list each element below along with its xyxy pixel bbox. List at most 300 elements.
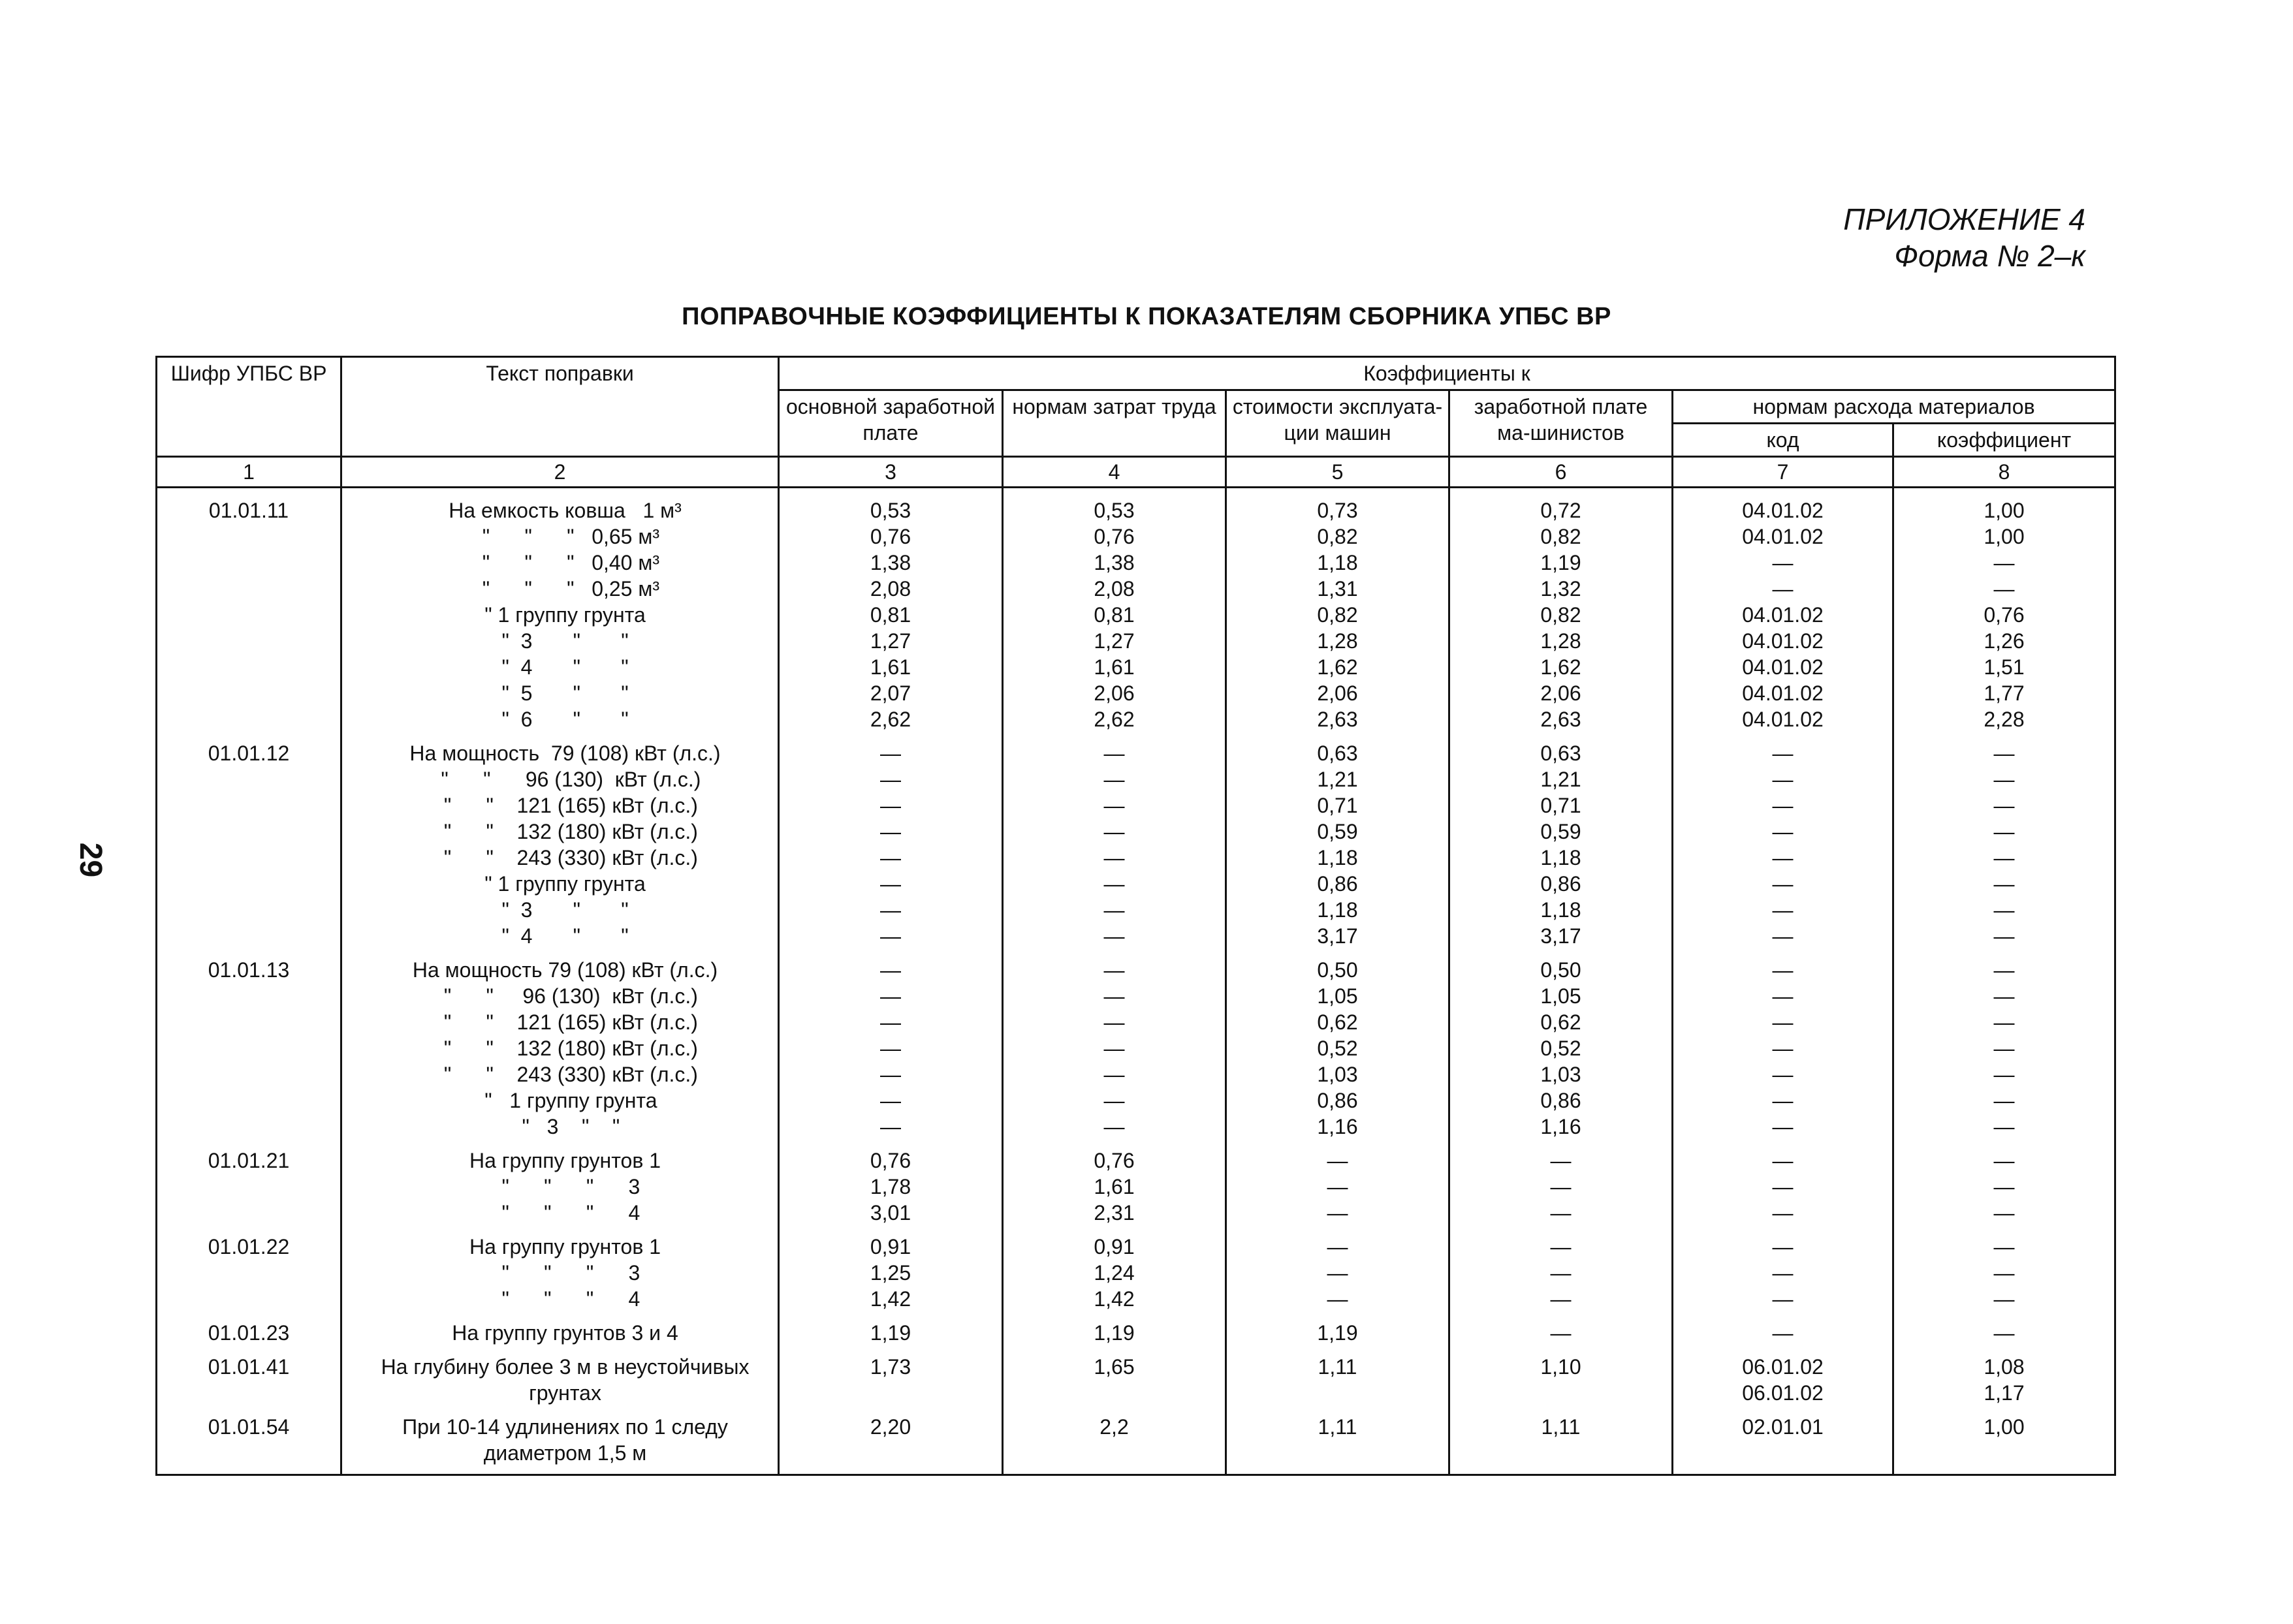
coefficient-value: — [1550, 1149, 1572, 1172]
table-row [157, 1354, 2115, 1414]
coefficient-value: 04.01.02 [1742, 603, 1824, 627]
coefficient-value: 1,42 [870, 1287, 911, 1311]
coefficient-value: 0,86 [1317, 1089, 1358, 1112]
column-number: 4 [1003, 457, 1226, 488]
coefficient-value: — [1772, 1115, 1794, 1138]
coefficient-value: 1,08 [1984, 1355, 2025, 1379]
coefficient-value: 0,50 [1540, 958, 1581, 982]
coefficient-value: — [880, 794, 901, 817]
coefficient-value: 02.01.01 [1742, 1415, 1824, 1439]
coefficient-value: — [1993, 577, 2015, 601]
coefficient-value: 2,08 [870, 577, 911, 601]
correction-text-line: " 1 группу грунта [484, 603, 646, 627]
coefficient-value: — [1772, 1175, 1794, 1198]
coefficient-cell-c5 [1226, 957, 1449, 1148]
form-number: Форма № 2–к [1894, 239, 2085, 273]
coefficient-value: — [1772, 1261, 1794, 1285]
coefficient-value: — [1772, 1149, 1794, 1172]
coefficient-value: 0,50 [1317, 958, 1358, 982]
cipher-cell: 01.01.11 [157, 488, 341, 741]
coefficient-value: — [1993, 1235, 2015, 1258]
coefficient-value: 04.01.02 [1742, 629, 1824, 653]
coefficient-value: 1,28 [1540, 629, 1581, 653]
coefficient-cell-c6 [1449, 1354, 1673, 1414]
coefficient-cell-c4 [1003, 1148, 1226, 1234]
cipher-cell: 01.01.12 [157, 740, 341, 957]
coefficient-value: 1,73 [870, 1355, 911, 1379]
coefficient-value: 0,86 [1317, 872, 1358, 896]
coefficient-value: 0,62 [1317, 1010, 1358, 1034]
coefficient-value: 1,18 [1540, 846, 1581, 869]
correction-text-cell [341, 740, 779, 957]
coefficient-value: — [1993, 1115, 2015, 1138]
coefficient-value: — [1993, 984, 2015, 1008]
coefficient-cell-c5 [1226, 1148, 1449, 1234]
coefficient-value: 1,10 [1540, 1355, 1581, 1379]
coefficient-value: 0,59 [1540, 820, 1581, 843]
coefficient-cell-c5 [1226, 1354, 1449, 1414]
coefficient-value: 0,62 [1540, 1010, 1581, 1034]
coefficient-value: 1,18 [1317, 846, 1358, 869]
column-number: 7 [1673, 457, 1893, 488]
coefficient-value: — [880, 924, 901, 948]
correction-text-cell [341, 1354, 779, 1414]
coefficient-value: — [1993, 1261, 2015, 1285]
coefficient-value: 0,76 [1094, 525, 1135, 548]
coefficient-value: 1,27 [870, 629, 911, 653]
header-materials: нормам расхода материалов [1673, 390, 2115, 424]
coefficient-value: — [1772, 958, 1794, 982]
coefficient-value: — [1993, 1321, 2015, 1345]
coefficient-value: 04.01.02 [1742, 525, 1824, 548]
coefficient-value: 1,42 [1094, 1287, 1135, 1311]
correction-text-line: На емкость ковша 1 м³ [449, 499, 682, 522]
cipher-cell: 01.01.54 [157, 1414, 341, 1475]
correction-text-cell [341, 1414, 779, 1475]
column-number: 2 [341, 457, 779, 488]
correction-text-line: " 3 " " [510, 1115, 620, 1138]
coefficient-cell-c3 [779, 1234, 1003, 1320]
coefficient-value: — [1772, 846, 1794, 869]
coefficient-cell-c3 [779, 1320, 1003, 1354]
coefficient-cell-c8 [1893, 1148, 2115, 1234]
coefficient-value: 1,00 [1984, 1415, 2025, 1439]
coefficient-value: 0,52 [1540, 1037, 1581, 1060]
coefficient-value: 0,63 [1540, 742, 1581, 765]
header-material-code: код [1673, 424, 1893, 457]
coefficient-value: — [1103, 1089, 1125, 1112]
coefficient-value: 2,07 [870, 681, 911, 705]
coefficient-value: 1,16 [1540, 1115, 1581, 1138]
correction-text-line: " 4 " " [501, 924, 629, 948]
coefficient-value: 04.01.02 [1742, 681, 1824, 705]
header-machines: стоимости эксплуата-ции машин [1226, 390, 1449, 457]
appendix-label [1843, 201, 2085, 274]
coefficient-value: 2,62 [1094, 708, 1135, 731]
correction-text-line: На группу грунтов 1 [469, 1235, 661, 1258]
cipher-cell: 01.01.41 [157, 1354, 341, 1414]
coefficient-value: — [1993, 768, 2015, 791]
coefficient-cell-c6 [1449, 740, 1673, 957]
coefficient-cell-c6 [1449, 957, 1673, 1148]
coefficient-cell-c5 [1226, 740, 1449, 957]
coefficient-value: 1,19 [1094, 1321, 1135, 1345]
coefficient-cell-c3 [779, 957, 1003, 1148]
coefficient-value: 3,17 [1540, 924, 1581, 948]
header-code: Шифр УПБС ВР [157, 357, 341, 457]
coefficient-value: — [880, 846, 901, 869]
coefficient-value: — [880, 1063, 901, 1086]
coefficient-value: — [1103, 898, 1125, 922]
correction-text-line: грунтах [529, 1381, 601, 1405]
cipher-cell: 01.01.13 [157, 957, 341, 1148]
correction-text-line: " " 121 (165) кВт (л.с.) [432, 1010, 698, 1034]
coefficient-value: — [1550, 1287, 1572, 1311]
header-coef-group: Коэффициенты к [779, 357, 2115, 390]
coefficient-value: — [1772, 1063, 1794, 1086]
coefficient-value: 0,81 [1094, 603, 1135, 627]
correction-text-line: " 3 " " [501, 898, 629, 922]
coefficient-cell-c5 [1226, 1234, 1449, 1320]
coefficient-value: — [880, 1089, 901, 1112]
table-row [157, 1148, 2115, 1234]
coefficient-cell-c7 [1673, 1234, 1893, 1320]
column-number: 3 [779, 457, 1003, 488]
coefficient-value: — [880, 1115, 901, 1138]
coefficient-cell-c4 [1003, 1320, 1226, 1354]
coefficient-value: 1,05 [1317, 984, 1358, 1008]
coefficient-value: — [1550, 1261, 1572, 1285]
coefficient-cell-c8 [1893, 740, 2115, 957]
correction-text-line: " " " 4 [490, 1201, 640, 1225]
coefficient-value: 0,53 [1094, 499, 1135, 522]
correction-text-line: На глубину более 3 м в неустойчивых [381, 1355, 750, 1379]
correction-text-line: " " 132 (180) кВт (л.с.) [432, 820, 698, 843]
coefficient-value: 1,26 [1984, 629, 2025, 653]
coefficient-value: — [1772, 794, 1794, 817]
cipher-cell: 01.01.22 [157, 1234, 341, 1320]
cipher-cell: 01.01.21 [157, 1148, 341, 1234]
correction-text-cell [341, 957, 779, 1148]
column-number: 8 [1893, 457, 2115, 488]
coefficient-cell-c4 [1003, 1234, 1226, 1320]
correction-text-line: " 6 " " [501, 708, 629, 731]
coefficient-cell-c8 [1893, 1234, 2115, 1320]
correction-text-line: " " " 3 [490, 1261, 640, 1285]
correction-text-line: " " 121 (165) кВт (л.с.) [432, 794, 698, 817]
coefficient-value: — [1103, 924, 1125, 948]
coefficient-value: 1,28 [1317, 629, 1358, 653]
coefficient-value: 1,11 [1318, 1355, 1357, 1379]
coefficient-value: 1,18 [1540, 898, 1581, 922]
coefficient-cell-c7 [1673, 488, 1893, 741]
coefficient-value: — [1772, 898, 1794, 922]
coefficient-value: — [1327, 1235, 1348, 1258]
coefficient-value: — [1550, 1321, 1572, 1345]
coefficient-cell-c4 [1003, 488, 1226, 741]
coefficient-value: — [1772, 872, 1794, 896]
header-text: Текст поправки [341, 357, 779, 457]
coefficient-cell-c3 [779, 740, 1003, 957]
coefficient-value: — [1993, 742, 2015, 765]
coefficient-value: — [1772, 1235, 1794, 1258]
coefficient-cell-c6 [1449, 1234, 1673, 1320]
coefficient-value: — [1772, 1201, 1794, 1225]
coefficient-value: 04.01.02 [1742, 655, 1824, 679]
coefficient-value: — [880, 742, 901, 765]
correction-text-line: На мощность 79 (108) кВт (л.с.) [409, 742, 721, 765]
coefficient-cell-c8 [1893, 1320, 2115, 1354]
correction-text-line: " " 243 (330) кВт (л.с.) [432, 846, 698, 869]
coefficient-value: — [1772, 742, 1794, 765]
correction-text-line: " 1 группу грунта [484, 872, 646, 896]
coefficient-value: 2,06 [1540, 681, 1581, 705]
correction-text-cell [341, 488, 779, 741]
coefficient-value: 2,20 [870, 1415, 911, 1439]
coefficient-value: — [1103, 872, 1125, 896]
correction-text-line: На группу грунтов 1 [469, 1149, 661, 1172]
coefficient-value: — [1772, 577, 1794, 601]
coefficient-value: — [1993, 1175, 2015, 1198]
coefficient-value: — [1772, 924, 1794, 948]
coefficient-value: 0,82 [1540, 525, 1581, 548]
coefficient-value: 1,21 [1540, 768, 1581, 791]
coefficient-cell-c7 [1673, 1414, 1893, 1475]
coefficient-value: — [1103, 958, 1125, 982]
page-number: 29 [73, 842, 108, 878]
coefficient-value: 04.01.02 [1742, 708, 1824, 731]
correction-text-line: " " " 0,25 м³ [470, 577, 660, 601]
coefficient-cell-c5 [1226, 1414, 1449, 1475]
table-row [157, 1320, 2115, 1354]
coefficient-value: 1,03 [1317, 1063, 1358, 1086]
coefficient-value: — [880, 984, 901, 1008]
coefficient-value: — [1993, 898, 2015, 922]
correction-text-line: При 10-14 удлинениях по 1 следу [402, 1415, 728, 1439]
table-row [157, 488, 2115, 741]
coefficient-value: — [1772, 820, 1794, 843]
coefficient-value: — [1103, 794, 1125, 817]
coefficient-value: 0,86 [1540, 872, 1581, 896]
coefficient-value: — [1993, 1089, 2015, 1112]
coefficient-cell-c5 [1226, 488, 1449, 741]
coefficient-value: — [1772, 1089, 1794, 1112]
coefficient-value: — [1993, 958, 2015, 982]
coefficient-value: — [1103, 742, 1125, 765]
table-row [157, 740, 2115, 957]
coefficient-value: 1,77 [1984, 681, 2025, 705]
coefficient-value: — [1993, 872, 2015, 896]
coefficient-value: — [1993, 1063, 2015, 1086]
coefficient-value: 0,76 [870, 525, 911, 548]
coefficient-value: — [880, 1037, 901, 1060]
coefficient-value: — [1993, 1010, 2015, 1034]
coefficient-value: — [880, 1010, 901, 1034]
coefficient-value: 1,19 [1540, 551, 1581, 574]
coefficient-cell-c6 [1449, 488, 1673, 741]
coefficients-table [155, 356, 2116, 1476]
correction-text-line: На мощность 79 (108) кВт (л.с.) [412, 958, 718, 982]
header-salary: основной заработной плате [779, 390, 1003, 457]
column-number: 5 [1226, 457, 1449, 488]
coefficient-value: 1,38 [870, 551, 911, 574]
coefficient-value: 1,62 [1540, 655, 1581, 679]
coefficient-value: 1,62 [1317, 655, 1358, 679]
correction-text-line: " 3 " " [501, 629, 629, 653]
coefficient-value: 0,76 [870, 1149, 911, 1172]
correction-text-cell [341, 1320, 779, 1354]
table-body [157, 488, 2115, 1475]
coefficient-value: 0,63 [1317, 742, 1358, 765]
coefficient-value: — [1993, 1037, 2015, 1060]
coefficient-value: 0,82 [1317, 603, 1358, 627]
coefficient-value: 1,11 [1541, 1415, 1581, 1439]
coefficient-value: 1,61 [870, 655, 911, 679]
coefficient-value: 2,08 [1094, 577, 1135, 601]
coefficient-cell-c4 [1003, 957, 1226, 1148]
coefficient-cell-c4 [1003, 1414, 1226, 1475]
coefficient-cell-c8 [1893, 957, 2115, 1148]
correction-text-cell [341, 1234, 779, 1320]
coefficient-value: — [1103, 768, 1125, 791]
coefficient-value: 1,18 [1317, 898, 1358, 922]
coefficient-cell-c5 [1226, 1320, 1449, 1354]
coefficient-value: 0,73 [1317, 499, 1358, 522]
coefficient-value: — [1772, 768, 1794, 791]
coefficient-value: — [1103, 1063, 1125, 1086]
coefficient-value: — [880, 768, 901, 791]
coefficient-cell-c3 [779, 1354, 1003, 1414]
coefficient-value: — [1993, 551, 2015, 574]
coefficient-value: — [880, 872, 901, 896]
coefficient-value: 06.01.02 [1742, 1381, 1824, 1405]
coefficient-cell-c6 [1449, 1320, 1673, 1354]
coefficient-cell-c8 [1893, 1414, 2115, 1475]
coefficient-value: 0,72 [1540, 499, 1581, 522]
coefficient-value: 1,19 [870, 1321, 911, 1345]
coefficient-value: — [1327, 1175, 1348, 1198]
coefficient-value: — [1103, 1115, 1125, 1138]
document-title: ПОПРАВОЧНЫЕ КОЭФФИЦИЕНТЫ К ПОКАЗАТЕЛЯМ СБОРНИКА УПБС ВР [682, 303, 1611, 330]
coefficient-value: 1,19 [1317, 1321, 1358, 1345]
coefficient-value: 1,61 [1094, 655, 1135, 679]
coefficient-value: 1,38 [1094, 551, 1135, 574]
coefficient-cell-c8 [1893, 1354, 2115, 1414]
coefficient-value: 2,28 [1984, 708, 2025, 731]
coefficient-value: — [1550, 1175, 1572, 1198]
coefficient-value: 0,76 [1984, 603, 2025, 627]
coefficient-value: 1,11 [1318, 1415, 1357, 1439]
coefficient-cell-c4 [1003, 1354, 1226, 1414]
coefficient-value: — [1772, 1010, 1794, 1034]
coefficient-value: 06.01.02 [1742, 1355, 1824, 1379]
coefficient-value: 0,59 [1317, 820, 1358, 843]
correction-text-line: " 5 " " [501, 681, 629, 705]
coefficient-value: 1,51 [1984, 655, 2025, 679]
coefficient-value: — [1772, 1321, 1794, 1345]
coefficient-value: 2,62 [870, 708, 911, 731]
column-number: 6 [1449, 457, 1673, 488]
coefficient-value: — [1103, 1010, 1125, 1034]
coefficient-value: — [1550, 1201, 1572, 1225]
table-row [157, 957, 2115, 1148]
coefficient-value: 1,78 [870, 1175, 911, 1198]
coefficient-value: 0,86 [1540, 1089, 1581, 1112]
coefficient-value: 0,81 [870, 603, 911, 627]
coefficient-value: 0,52 [1317, 1037, 1358, 1060]
coefficient-value: — [1772, 551, 1794, 574]
coefficient-value: 1,25 [870, 1261, 911, 1285]
coefficient-value: — [1772, 1037, 1794, 1060]
column-number: 1 [157, 457, 341, 488]
coefficient-value: — [1993, 846, 2015, 869]
header-material-coef: коэффициент [1893, 424, 2115, 457]
coefficient-value: — [1327, 1261, 1348, 1285]
coefficient-value: — [1103, 846, 1125, 869]
correction-text-cell [341, 1148, 779, 1234]
coefficient-value: 1,05 [1540, 984, 1581, 1008]
coefficient-cell-c7 [1673, 1148, 1893, 1234]
correction-text-line: На группу грунтов 3 и 4 [452, 1321, 678, 1345]
coefficient-value: — [1103, 820, 1125, 843]
correction-text-line: " " " 0,40 м³ [470, 551, 660, 574]
coefficient-value: — [1327, 1201, 1348, 1225]
coefficient-value: 1,31 [1317, 577, 1358, 601]
correction-text-line: " " " 0,65 м³ [470, 525, 660, 548]
table-row [157, 1414, 2115, 1475]
coefficient-cell-c7 [1673, 1354, 1893, 1414]
coefficient-value: — [1550, 1235, 1572, 1258]
coefficient-value: — [1993, 1287, 2015, 1311]
coefficient-value: — [1993, 794, 2015, 817]
appendix-line: ПРИЛОЖЕНИЕ 4 [1843, 202, 2085, 236]
correction-text-line: " " 96 (130) кВт (л.с.) [429, 768, 701, 791]
coefficient-value: — [1993, 820, 2015, 843]
cipher-cell: 01.01.23 [157, 1320, 341, 1354]
coefficient-value: — [1993, 1149, 2015, 1172]
coefficient-value: 3,01 [870, 1201, 911, 1225]
coefficient-value: — [1103, 1037, 1125, 1060]
correction-text-line: " " " 4 [490, 1287, 640, 1311]
coefficient-value: — [1772, 1287, 1794, 1311]
coefficient-value: 2,31 [1094, 1201, 1135, 1225]
correction-text-line: " 4 " " [501, 655, 629, 679]
coefficient-value: 2,2 [1099, 1415, 1129, 1439]
coefficient-value: 1,32 [1540, 577, 1581, 601]
header-labor: нормам затрат труда [1003, 390, 1226, 457]
coefficient-value: 0,91 [1094, 1235, 1135, 1258]
coefficient-value: — [880, 958, 901, 982]
coefficient-cell-c6 [1449, 1148, 1673, 1234]
coefficient-value: — [880, 898, 901, 922]
correction-text-line: " " 243 (330) кВт (л.с.) [432, 1063, 698, 1086]
coefficient-value: 1,03 [1540, 1063, 1581, 1086]
table-row [157, 1234, 2115, 1320]
coefficient-cell-c3 [779, 1148, 1003, 1234]
coefficient-value: 2,63 [1317, 708, 1358, 731]
coefficient-value: 04.01.02 [1742, 499, 1824, 522]
coefficient-value: 3,17 [1317, 924, 1358, 948]
coefficient-value: 0,91 [870, 1235, 911, 1258]
correction-text-line: " " 96 (130) кВт (л.с.) [432, 984, 698, 1008]
coefficient-value: 0,53 [870, 499, 911, 522]
coefficient-value: — [1327, 1287, 1348, 1311]
coefficient-value: — [1993, 924, 2015, 948]
coefficient-value: 1,00 [1984, 525, 2025, 548]
coefficient-cell-c4 [1003, 740, 1226, 957]
coefficient-value: 1,24 [1094, 1261, 1135, 1285]
correction-text-line: " 1 группу грунта [473, 1089, 657, 1112]
